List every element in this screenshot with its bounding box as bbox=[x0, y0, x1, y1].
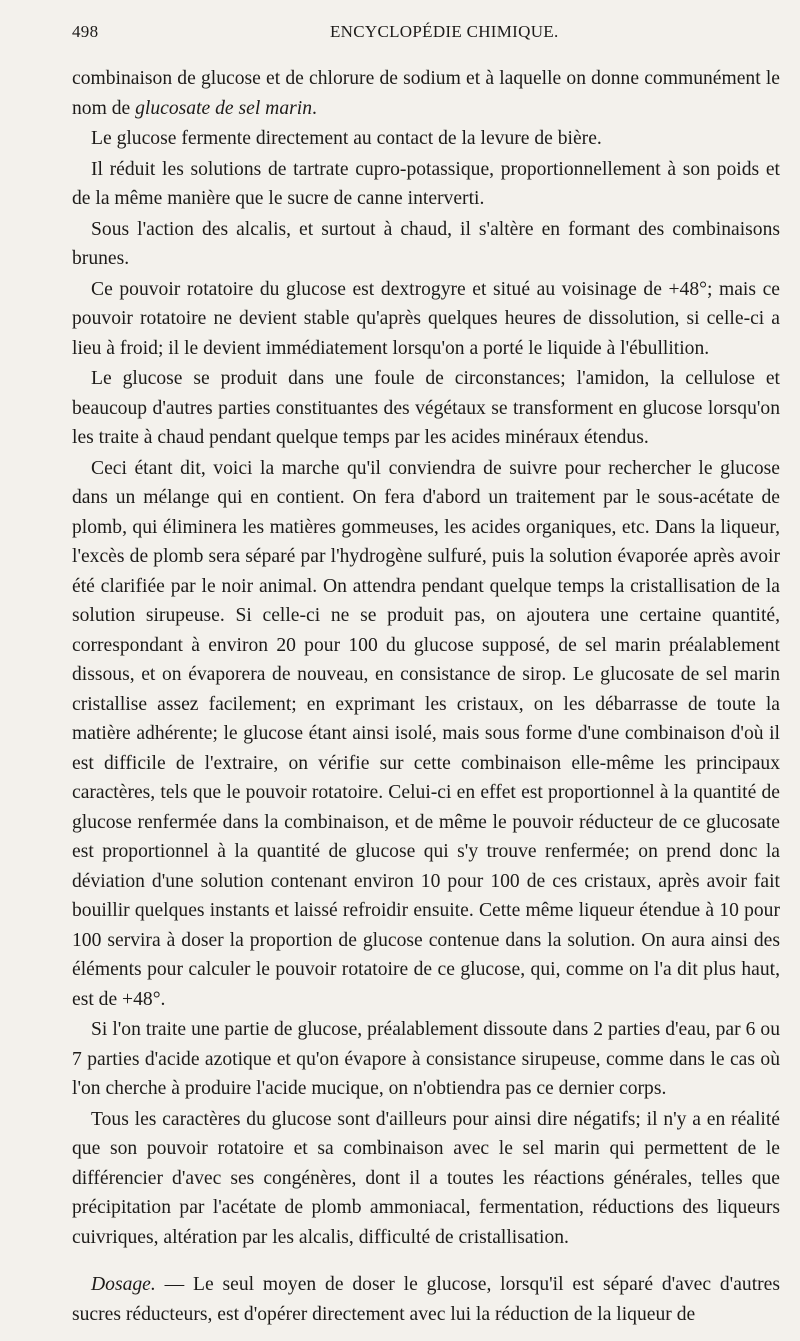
paragraph: Ceci étant dit, voici la marche qu'il conviendra de suivre pour rechercher le glucose dans un mélange qui en contient. On fera d'abord un traitement par le sous-acétate de plomb, qui éliminera les matières gommeuses, les acides organiques, etc. Dans la liqueur, l'excès de plomb sera séparé par l'hydrogène sulfuré, puis la solution évaporée après avoir été clarifiée par le noir animal. On attendra pendant quelque temps la cristallisation de la solution sirupeuse. Si celle-ci ne se produit pas, on ajoutera une certaine quantité, correspondant à environ 20 pour 100 du glucose supposé, de sel marin préalablement dissous, et on évaporera de nouveau, en consistance de sirop. Le glucosate de sel marin cristallise assez facilement; en exprimant les cristaux, on les débarrasse de toute la matière adhérente; le glucose étant ainsi isolé, mais sous forme d'une combinaison d'où il est difficile de l'extraire, on vérifie sur cette combinaison elle-même les principaux caractères, tels que le pouvoir rotatoire. Celui-ci en effet est proportionnel à la quantité de glucose renfermée dans la combinaison, et de même le pouvoir réducteur de ce glucosate est proportionnel à la quantité de glucose qui s'y trouve renfermée; on prend donc la déviation d'une solution contenant environ 10 pour 100 de ces cristaux, après avoir fait bouillir quelques instants et laissé refroidir ensuite. Cette même liqueur étendue à 10 pour 100 servira à doser la proportion de glucose contenue dans la solution. On aura ainsi des éléments pour calculer le pouvoir rotatoire de ce glucose, qui, comme on l'a dit plus haut, est de +48°. bbox=[72, 457, 780, 1010]
paragraph: Si l'on traite une partie de glucose, préalablement dissoute dans 2 parties d'eau, par 6 ou 7 parties d'acide azotique et qu'on évapore à consistance sirupeuse, comme dans le cas où l'on cherche à produire l'acide mucique, on n'obtiendra pas ce dernier corps. bbox=[72, 1019, 780, 1099]
section-label: Dosage. bbox=[91, 1274, 156, 1295]
paragraph: Sous l'action des alcalis, et surtout à chaud, il s'altère en formant des combinaisons brunes. bbox=[72, 218, 780, 269]
paragraph: Le glucose se produit dans une foule de circonstances; l'amidon, la cellulose et beaucoup d'autres parties constituantes des végétaux se transforment en glucose lorsqu'on les traite à chaud pendant quelque temps par les acides minéraux étendus. bbox=[72, 368, 780, 448]
page-body bbox=[72, 64, 780, 1330]
paragraph: Tous les caractères du glucose sont d'ailleurs pour ainsi dire négatifs; il n'y a en réalité que son pouvoir rotatoire et sa combinaison avec le sel marin qui permettent de le différencier d'avec ses congénères, dont il a toutes les réactions générales, telles que précipitation par l'acétate de plomb ammoniacal, fermentation, réductions des liqueurs cuivriques, altération par les alcalis, difficulté de cristallisation. bbox=[72, 1108, 780, 1248]
running-title: ENCYCLOPÉDIE CHIMIQUE. bbox=[330, 22, 559, 41]
paragraph-dosage: Dosage. — Le seul moyen de doser le glucose, lorsqu'il est séparé d'avec d'autres sucres réducteurs, est d'opérer directement avec lui la réduction de la liqueur de bbox=[72, 1274, 780, 1325]
paragraph-continuation: combinaison de glucose et de chlorure de sodium et à laquelle on donne communément le nom de glucosate de sel marin. bbox=[72, 68, 780, 119]
page-header bbox=[72, 22, 760, 52]
paragraph: Le glucose fermente directement au contact de la levure de bière. bbox=[91, 128, 602, 149]
paragraph: Ce pouvoir rotatoire du glucose est dextrogyre et situé au voisinage de +48°; mais ce pouvoir rotatoire ne devient stable qu'après quelques heures de dissolution, si celle-ci a lieu à froid; il le devient immédiatement lorsqu'on a porté le liquide à l'ébullition. bbox=[72, 278, 780, 359]
page-number: 498 bbox=[72, 22, 99, 41]
italic-term: glucosate de sel marin bbox=[135, 97, 312, 119]
paragraph: Il réduit les solutions de tartrate cupro-potassique, proportionnellement à son poids et de la même manière que le sucre de canne interverti. bbox=[72, 158, 780, 209]
